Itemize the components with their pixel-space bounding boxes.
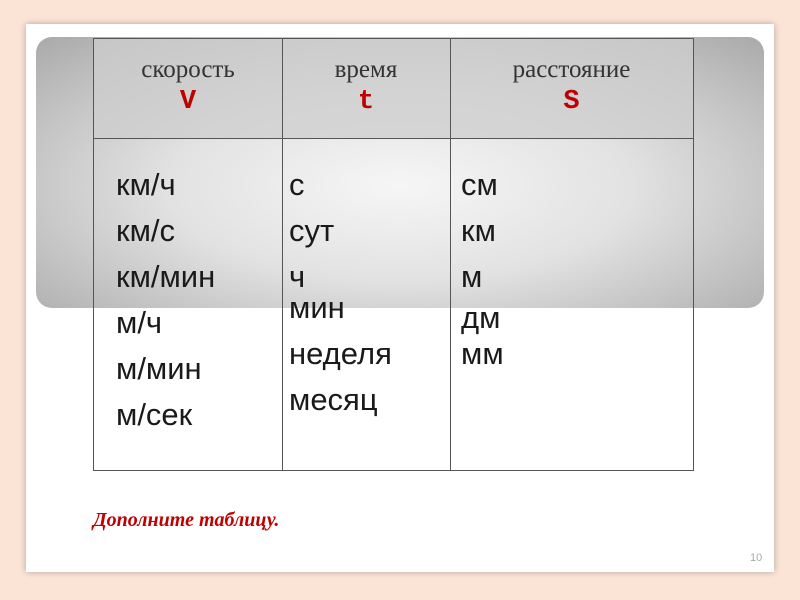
list-item: км/мин: [116, 259, 216, 294]
list-item: с: [289, 167, 305, 202]
time-units-list: [289, 162, 392, 423]
instruction-text: Дополните таблицу.: [93, 509, 280, 531]
list-item: км/ч: [116, 167, 176, 202]
header-speed: [94, 39, 282, 139]
list-item: м/сек: [116, 397, 193, 432]
list-item: м/мин: [116, 351, 202, 386]
list-item: см: [461, 167, 498, 202]
header-speed-symbol: V: [179, 87, 197, 117]
list-item: км: [461, 213, 496, 248]
list-item: км/с: [116, 213, 175, 248]
header-time-symbol: t: [357, 87, 375, 117]
units-table: [93, 38, 694, 471]
speed-units-list: [116, 162, 215, 438]
header-distance-symbol: S: [563, 87, 580, 117]
page-number: 10: [750, 552, 763, 564]
header-distance-name: расстояние: [512, 56, 631, 83]
header-speed-name: скорость: [141, 56, 235, 83]
list-item: м: [461, 259, 483, 294]
header-distance: [450, 39, 693, 139]
list-item: ч: [289, 259, 306, 294]
list-item: неделя: [289, 336, 392, 371]
distance-units-list: [461, 162, 504, 377]
list-item: сут: [289, 213, 335, 248]
list-item: месяц: [289, 382, 378, 417]
list-item: м/ч: [116, 305, 163, 340]
header-time-name: время: [334, 56, 398, 83]
header-time: [282, 39, 450, 139]
list-item: мм: [461, 336, 504, 371]
list-item: мин: [289, 290, 345, 325]
list-item: дм: [461, 300, 501, 335]
